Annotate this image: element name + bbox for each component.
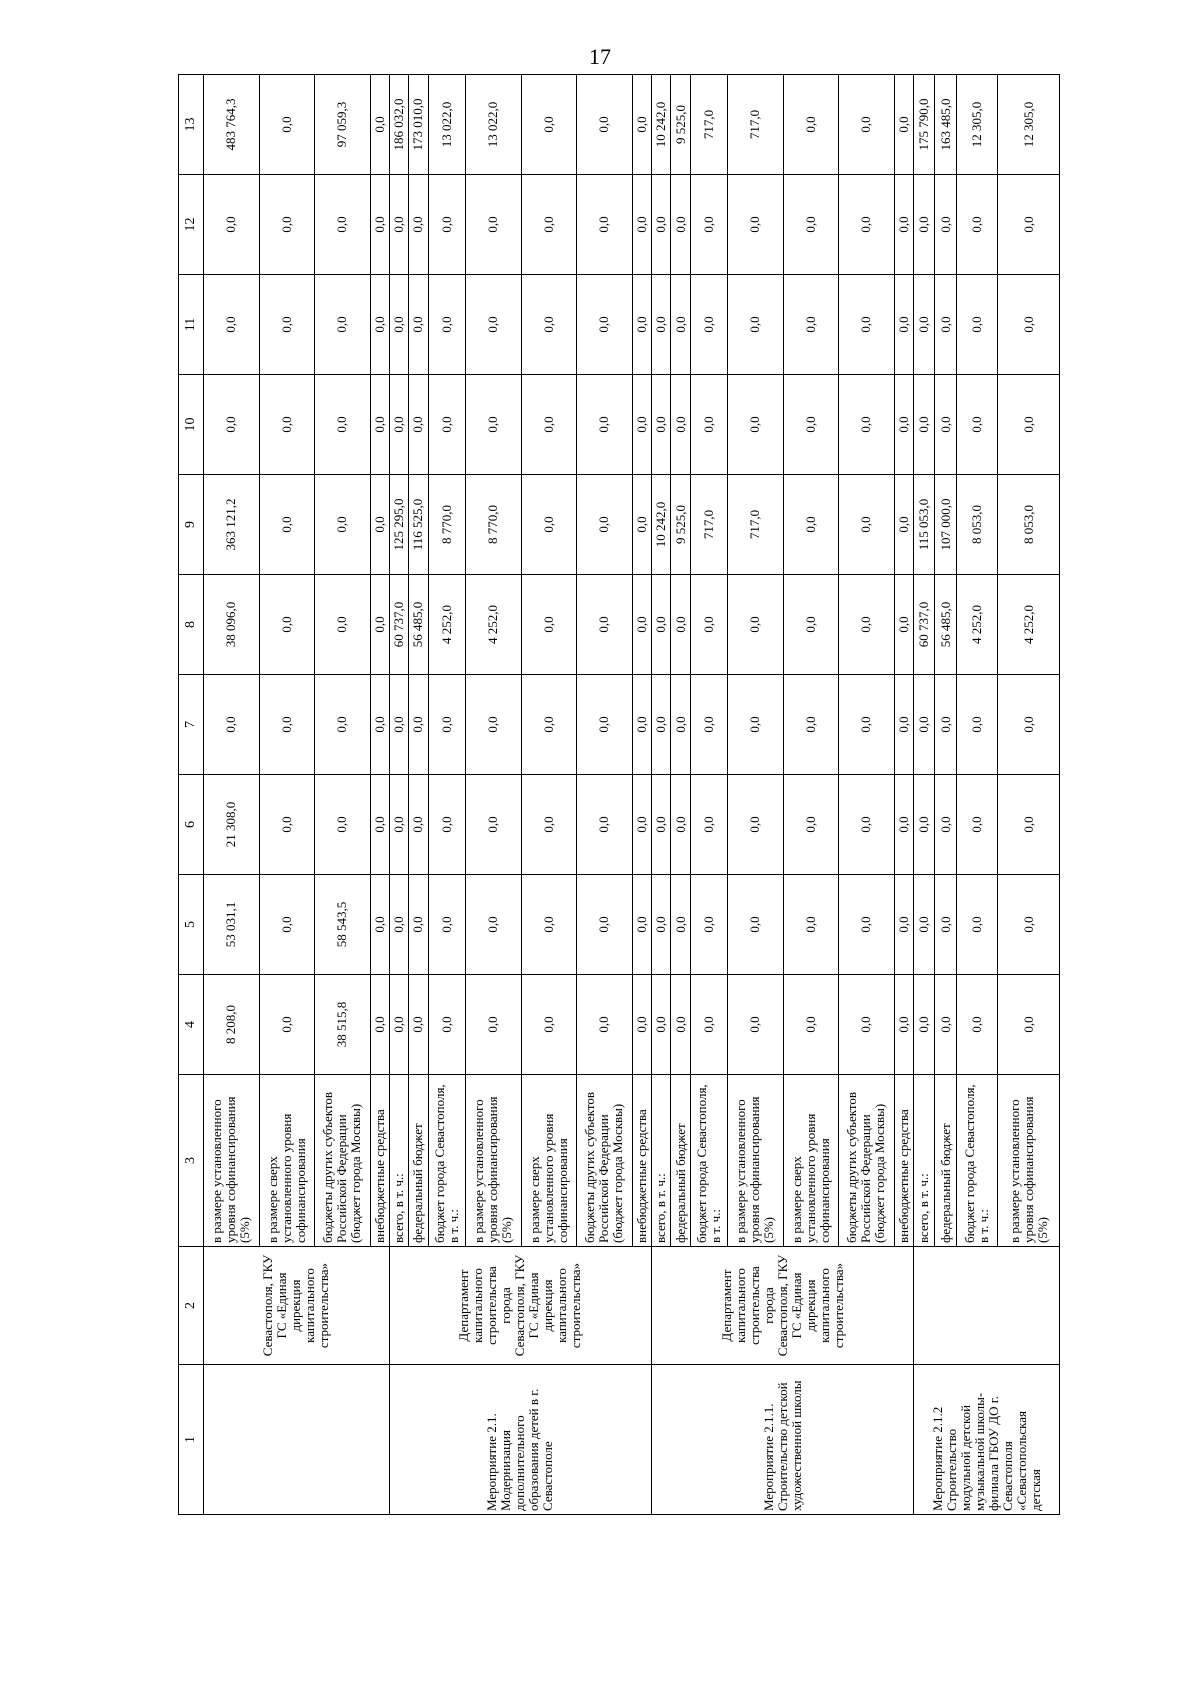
executor-cell: Департамент капитального строительства города Севастополя, ГКУ ГС «Единая дирекция капитального строительства» xyxy=(651,1247,913,1365)
value-cell: 0,0 xyxy=(389,875,408,975)
value-cell: 0,0 xyxy=(783,175,839,275)
value-cell: 0,0 xyxy=(409,275,428,375)
value-cell: 4 252,0 xyxy=(956,575,997,675)
value-cell: 0,0 xyxy=(409,875,428,975)
value-cell: 0,0 xyxy=(914,975,935,1075)
value-cell: 0,0 xyxy=(632,375,651,475)
value-cell: 0,0 xyxy=(783,975,839,1075)
value-cell: 0,0 xyxy=(466,375,522,475)
column-number-header: 12 xyxy=(179,175,204,275)
value-cell: 97 059,3 xyxy=(315,75,371,175)
value-cell: 0,0 xyxy=(671,675,690,775)
value-cell: 0,0 xyxy=(839,375,895,475)
value-cell: 8 770,0 xyxy=(466,475,522,575)
value-cell: 0,0 xyxy=(839,275,895,375)
value-cell: 0,0 xyxy=(577,475,633,575)
value-cell: 0,0 xyxy=(783,75,839,175)
value-cell: 0,0 xyxy=(728,175,784,275)
value-cell: 0,0 xyxy=(914,275,935,375)
value-cell: 0,0 xyxy=(935,675,956,775)
value-cell: 0,0 xyxy=(466,675,522,775)
value-cell: 0,0 xyxy=(632,675,651,775)
funding-source-cell: всего, в т. ч.: xyxy=(389,1075,408,1247)
column-number-header: 6 xyxy=(179,775,204,875)
value-cell: 4 252,0 xyxy=(428,575,465,675)
value-cell: 0,0 xyxy=(935,275,956,375)
funding-source-cell: всего, в т. ч.: xyxy=(651,1075,670,1247)
value-cell: 0,0 xyxy=(389,275,408,375)
value-cell: 0,0 xyxy=(728,875,784,975)
value-cell: 0,0 xyxy=(521,875,577,975)
funding-source-cell: в размере установленного уровня софинансирования (5%) xyxy=(998,1075,1060,1247)
value-cell: 0,0 xyxy=(690,975,727,1075)
value-cell: 125 295,0 xyxy=(389,475,408,575)
value-cell: 0,0 xyxy=(728,675,784,775)
value-cell: 0,0 xyxy=(204,675,260,775)
value-cell: 0,0 xyxy=(914,175,935,275)
column-number-header: 4 xyxy=(179,975,204,1075)
value-cell: 0,0 xyxy=(409,975,428,1075)
value-cell: 0,0 xyxy=(894,675,913,775)
value-cell: 0,0 xyxy=(894,875,913,975)
rotated-table-container xyxy=(178,75,1060,1515)
value-cell: 0,0 xyxy=(690,275,727,375)
value-cell: 0,0 xyxy=(783,575,839,675)
value-cell: 10 242,0 xyxy=(651,475,670,575)
value-cell: 9 525,0 xyxy=(671,75,690,175)
value-cell: 0,0 xyxy=(466,975,522,1075)
value-cell: 173 010,0 xyxy=(409,75,428,175)
value-cell: 56 485,0 xyxy=(409,575,428,675)
value-cell: 717,0 xyxy=(728,475,784,575)
value-cell: 0,0 xyxy=(783,675,839,775)
value-cell: 13 022,0 xyxy=(466,75,522,175)
value-cell: 38 515,8 xyxy=(315,975,371,1075)
value-cell: 0,0 xyxy=(521,175,577,275)
value-cell: 0,0 xyxy=(632,75,651,175)
value-cell: 58 543,5 xyxy=(315,875,371,975)
value-cell: 0,0 xyxy=(651,375,670,475)
value-cell: 0,0 xyxy=(577,675,633,775)
value-cell: 0,0 xyxy=(259,975,315,1075)
value-cell: 0,0 xyxy=(577,275,633,375)
value-cell: 0,0 xyxy=(839,975,895,1075)
measure-cell: Мероприятие 2.1.1. Строительство детской художественной школы xyxy=(651,1365,913,1515)
value-cell: 0,0 xyxy=(466,775,522,875)
executor-cell xyxy=(914,1247,1060,1365)
value-cell: 0,0 xyxy=(728,975,784,1075)
value-cell: 0,0 xyxy=(728,375,784,475)
value-cell: 0,0 xyxy=(521,75,577,175)
value-cell: 0,0 xyxy=(428,275,465,375)
value-cell: 0,0 xyxy=(998,775,1060,875)
funding-source-cell: бюджеты других субъектов Российской Федерации (бюджет города Москвы) xyxy=(315,1075,371,1247)
value-cell: 0,0 xyxy=(894,575,913,675)
value-cell: 0,0 xyxy=(521,275,577,375)
value-cell: 0,0 xyxy=(914,675,935,775)
value-cell: 0,0 xyxy=(315,375,371,475)
value-cell: 0,0 xyxy=(914,775,935,875)
column-number-header: 10 xyxy=(179,375,204,475)
value-cell: 0,0 xyxy=(728,275,784,375)
funding-source-cell: внебюджетные средства xyxy=(632,1075,651,1247)
value-cell: 0,0 xyxy=(370,375,389,475)
measure-cell: Мероприятие 2.1.2 Строительство модульной детской музыкальной школы-филиала ГБОУ ДО г. Севастополя «Севастопольская детская xyxy=(914,1365,1060,1515)
value-cell: 0,0 xyxy=(632,775,651,875)
value-cell: 0,0 xyxy=(259,275,315,375)
value-cell: 0,0 xyxy=(315,275,371,375)
column-number-header: 2 xyxy=(179,1247,204,1365)
table-row xyxy=(914,75,935,1515)
value-cell: 0,0 xyxy=(370,975,389,1075)
value-cell: 0,0 xyxy=(632,575,651,675)
executor-cell: Севастополя, ГКУ ГС «Единая дирекция капитального строительства» xyxy=(204,1247,390,1365)
value-cell: 0,0 xyxy=(894,375,913,475)
table-row xyxy=(204,75,260,1515)
value-cell: 0,0 xyxy=(651,975,670,1075)
value-cell: 8 053,0 xyxy=(998,475,1060,575)
value-cell: 0,0 xyxy=(998,875,1060,975)
value-cell: 0,0 xyxy=(521,775,577,875)
value-cell: 163 485,0 xyxy=(935,75,956,175)
value-cell: 0,0 xyxy=(690,775,727,875)
value-cell: 0,0 xyxy=(998,975,1060,1075)
value-cell: 0,0 xyxy=(671,975,690,1075)
column-number-header: 1 xyxy=(179,1365,204,1515)
value-cell: 0,0 xyxy=(690,575,727,675)
value-cell: 0,0 xyxy=(428,675,465,775)
value-cell: 0,0 xyxy=(651,775,670,875)
value-cell: 0,0 xyxy=(428,175,465,275)
value-cell: 0,0 xyxy=(370,775,389,875)
value-cell: 717,0 xyxy=(728,75,784,175)
value-cell: 0,0 xyxy=(935,175,956,275)
value-cell: 0,0 xyxy=(521,975,577,1075)
value-cell: 0,0 xyxy=(370,75,389,175)
column-number-row xyxy=(179,75,204,1515)
table-row xyxy=(651,75,670,1515)
value-cell: 0,0 xyxy=(839,475,895,575)
value-cell: 0,0 xyxy=(651,875,670,975)
value-cell: 0,0 xyxy=(315,475,371,575)
table-row xyxy=(389,75,408,1515)
value-cell: 0,0 xyxy=(839,75,895,175)
value-cell: 0,0 xyxy=(783,475,839,575)
value-cell: 107 000,0 xyxy=(935,475,956,575)
value-cell: 0,0 xyxy=(577,75,633,175)
value-cell: 0,0 xyxy=(783,275,839,375)
value-cell: 0,0 xyxy=(259,675,315,775)
value-cell: 0,0 xyxy=(370,475,389,575)
value-cell: 0,0 xyxy=(577,875,633,975)
funding-source-cell: бюджет города Севастополя, в т. ч.: xyxy=(956,1075,997,1247)
value-cell: 0,0 xyxy=(839,175,895,275)
funding-source-cell: внебюджетные средства xyxy=(370,1075,389,1247)
value-cell: 0,0 xyxy=(956,775,997,875)
column-number-header: 7 xyxy=(179,675,204,775)
value-cell: 4 252,0 xyxy=(998,575,1060,675)
funding-source-cell: бюджет города Севастополя, в т. ч.: xyxy=(690,1075,727,1247)
value-cell: 0,0 xyxy=(783,875,839,975)
value-cell: 0,0 xyxy=(315,175,371,275)
value-cell: 0,0 xyxy=(409,375,428,475)
measure-cell: Мероприятие 2.1. Модернизация дополнительного образования детей в г. Севастополе xyxy=(389,1365,651,1515)
value-cell: 21 308,0 xyxy=(204,775,260,875)
value-cell: 0,0 xyxy=(370,675,389,775)
value-cell: 0,0 xyxy=(671,375,690,475)
value-cell: 0,0 xyxy=(259,875,315,975)
value-cell: 0,0 xyxy=(389,175,408,275)
value-cell: 0,0 xyxy=(671,575,690,675)
value-cell: 0,0 xyxy=(894,775,913,875)
value-cell: 0,0 xyxy=(466,175,522,275)
value-cell: 12 305,0 xyxy=(956,75,997,175)
value-cell: 0,0 xyxy=(839,775,895,875)
funding-source-cell: бюджеты других субъектов Российской Федерации (бюджет города Москвы) xyxy=(577,1075,633,1247)
funding-table xyxy=(178,74,1060,1515)
value-cell: 0,0 xyxy=(998,375,1060,475)
value-cell: 0,0 xyxy=(370,875,389,975)
value-cell: 717,0 xyxy=(690,475,727,575)
value-cell: 0,0 xyxy=(839,575,895,675)
value-cell: 0,0 xyxy=(428,775,465,875)
value-cell: 0,0 xyxy=(259,175,315,275)
value-cell: 0,0 xyxy=(935,975,956,1075)
value-cell: 175 790,0 xyxy=(914,75,935,175)
value-cell: 56 485,0 xyxy=(935,575,956,675)
value-cell: 0,0 xyxy=(671,775,690,875)
value-cell: 0,0 xyxy=(935,875,956,975)
funding-source-cell: в размере установленного уровня софинансирования (5%) xyxy=(204,1075,260,1247)
value-cell: 0,0 xyxy=(389,675,408,775)
value-cell: 0,0 xyxy=(315,775,371,875)
value-cell: 8 770,0 xyxy=(428,475,465,575)
value-cell: 0,0 xyxy=(632,475,651,575)
funding-source-cell: всего, в т. ч.: xyxy=(914,1075,935,1247)
funding-source-cell: в размере установленного уровня софинансирования (5%) xyxy=(466,1075,522,1247)
funding-source-cell: в размере сверх установленного уровня софинансирования xyxy=(783,1075,839,1247)
column-number-header: 3 xyxy=(179,1075,204,1247)
value-cell: 0,0 xyxy=(521,475,577,575)
value-cell: 0,0 xyxy=(428,875,465,975)
funding-source-cell: бюджеты других субъектов Российской Федерации (бюджет города Москвы) xyxy=(839,1075,895,1247)
value-cell: 0,0 xyxy=(521,575,577,675)
value-cell: 0,0 xyxy=(632,875,651,975)
value-cell: 0,0 xyxy=(935,775,956,875)
value-cell: 0,0 xyxy=(956,375,997,475)
value-cell: 0,0 xyxy=(956,175,997,275)
value-cell: 0,0 xyxy=(466,275,522,375)
value-cell: 0,0 xyxy=(409,175,428,275)
funding-source-cell: федеральный бюджет xyxy=(409,1075,428,1247)
value-cell: 363 121,2 xyxy=(204,475,260,575)
funding-source-cell: внебюджетные средства xyxy=(894,1075,913,1247)
page-number: 17 xyxy=(589,44,611,69)
value-cell: 0,0 xyxy=(409,675,428,775)
value-cell: 0,0 xyxy=(935,375,956,475)
value-cell: 0,0 xyxy=(894,275,913,375)
value-cell: 0,0 xyxy=(728,775,784,875)
value-cell: 0,0 xyxy=(632,175,651,275)
value-cell: 0,0 xyxy=(671,875,690,975)
value-cell: 0,0 xyxy=(690,875,727,975)
value-cell: 0,0 xyxy=(956,975,997,1075)
value-cell: 53 031,1 xyxy=(204,875,260,975)
value-cell: 0,0 xyxy=(894,475,913,575)
value-cell: 0,0 xyxy=(204,175,260,275)
value-cell: 0,0 xyxy=(259,75,315,175)
value-cell: 8 053,0 xyxy=(956,475,997,575)
value-cell: 0,0 xyxy=(428,975,465,1075)
funding-source-cell: федеральный бюджет xyxy=(935,1075,956,1247)
value-cell: 0,0 xyxy=(998,275,1060,375)
value-cell: 0,0 xyxy=(389,775,408,875)
value-cell: 0,0 xyxy=(671,175,690,275)
value-cell: 0,0 xyxy=(577,575,633,675)
value-cell: 116 525,0 xyxy=(409,475,428,575)
value-cell: 0,0 xyxy=(521,375,577,475)
value-cell: 38 096,0 xyxy=(204,575,260,675)
funding-source-cell: бюджет города Севастополя, в т. ч.: xyxy=(428,1075,465,1247)
executor-cell: Департамент капитального строительства города Севастополя, ГКУ ГС «Единая дирекция капитального строительства» xyxy=(389,1247,651,1365)
value-cell: 0,0 xyxy=(521,675,577,775)
value-cell: 8 208,0 xyxy=(204,975,260,1075)
value-cell: 0,0 xyxy=(894,75,913,175)
value-cell: 9 525,0 xyxy=(671,475,690,575)
value-cell: 0,0 xyxy=(690,675,727,775)
value-cell: 186 032,0 xyxy=(389,75,408,175)
column-number-header: 9 xyxy=(179,475,204,575)
value-cell: 0,0 xyxy=(315,675,371,775)
column-number-header: 8 xyxy=(179,575,204,675)
value-cell: 0,0 xyxy=(577,775,633,875)
value-cell: 0,0 xyxy=(577,975,633,1075)
value-cell: 0,0 xyxy=(370,575,389,675)
value-cell: 0,0 xyxy=(998,175,1060,275)
value-cell: 0,0 xyxy=(259,375,315,475)
value-cell: 0,0 xyxy=(370,175,389,275)
column-number-header: 5 xyxy=(179,875,204,975)
value-cell: 0,0 xyxy=(466,875,522,975)
value-cell: 0,0 xyxy=(914,875,935,975)
value-cell: 717,0 xyxy=(690,75,727,175)
funding-source-cell: в размере сверх установленного уровня софинансирования xyxy=(259,1075,315,1247)
value-cell: 12 305,0 xyxy=(998,75,1060,175)
value-cell: 0,0 xyxy=(783,775,839,875)
value-cell: 0,0 xyxy=(389,375,408,475)
value-cell: 483 764,3 xyxy=(204,75,260,175)
value-cell: 0,0 xyxy=(956,875,997,975)
value-cell: 0,0 xyxy=(632,975,651,1075)
value-cell: 13 022,0 xyxy=(428,75,465,175)
value-cell: 0,0 xyxy=(894,175,913,275)
value-cell: 0,0 xyxy=(651,275,670,375)
value-cell: 0,0 xyxy=(389,975,408,1075)
column-number-header: 11 xyxy=(179,275,204,375)
funding-source-cell: в размере установленного уровня софинансирования (5%) xyxy=(728,1075,784,1247)
value-cell: 0,0 xyxy=(204,275,260,375)
value-cell: 0,0 xyxy=(632,275,651,375)
value-cell: 0,0 xyxy=(651,675,670,775)
value-cell: 0,0 xyxy=(783,375,839,475)
value-cell: 0,0 xyxy=(956,275,997,375)
value-cell: 4 252,0 xyxy=(466,575,522,675)
value-cell: 0,0 xyxy=(839,875,895,975)
value-cell: 0,0 xyxy=(204,375,260,475)
funding-source-cell: федеральный бюджет xyxy=(671,1075,690,1247)
value-cell: 10 242,0 xyxy=(651,75,670,175)
value-cell: 0,0 xyxy=(370,275,389,375)
value-cell: 0,0 xyxy=(651,575,670,675)
value-cell: 0,0 xyxy=(894,975,913,1075)
value-cell: 0,0 xyxy=(259,575,315,675)
value-cell: 0,0 xyxy=(690,375,727,475)
value-cell: 0,0 xyxy=(651,175,670,275)
value-cell: 0,0 xyxy=(315,575,371,675)
value-cell: 115 053,0 xyxy=(914,475,935,575)
value-cell: 0,0 xyxy=(728,575,784,675)
column-number-header: 13 xyxy=(179,75,204,175)
value-cell: 0,0 xyxy=(690,175,727,275)
value-cell: 0,0 xyxy=(428,375,465,475)
value-cell: 0,0 xyxy=(577,375,633,475)
value-cell: 0,0 xyxy=(956,675,997,775)
value-cell: 0,0 xyxy=(914,375,935,475)
value-cell: 0,0 xyxy=(839,675,895,775)
funding-source-cell: в размере сверх установленного уровня софинансирования xyxy=(521,1075,577,1247)
measure-cell xyxy=(204,1365,390,1515)
value-cell: 0,0 xyxy=(577,175,633,275)
value-cell: 0,0 xyxy=(998,675,1060,775)
value-cell: 0,0 xyxy=(409,775,428,875)
value-cell: 60 737,0 xyxy=(914,575,935,675)
value-cell: 0,0 xyxy=(259,775,315,875)
value-cell: 0,0 xyxy=(671,275,690,375)
value-cell: 60 737,0 xyxy=(389,575,408,675)
value-cell: 0,0 xyxy=(259,475,315,575)
